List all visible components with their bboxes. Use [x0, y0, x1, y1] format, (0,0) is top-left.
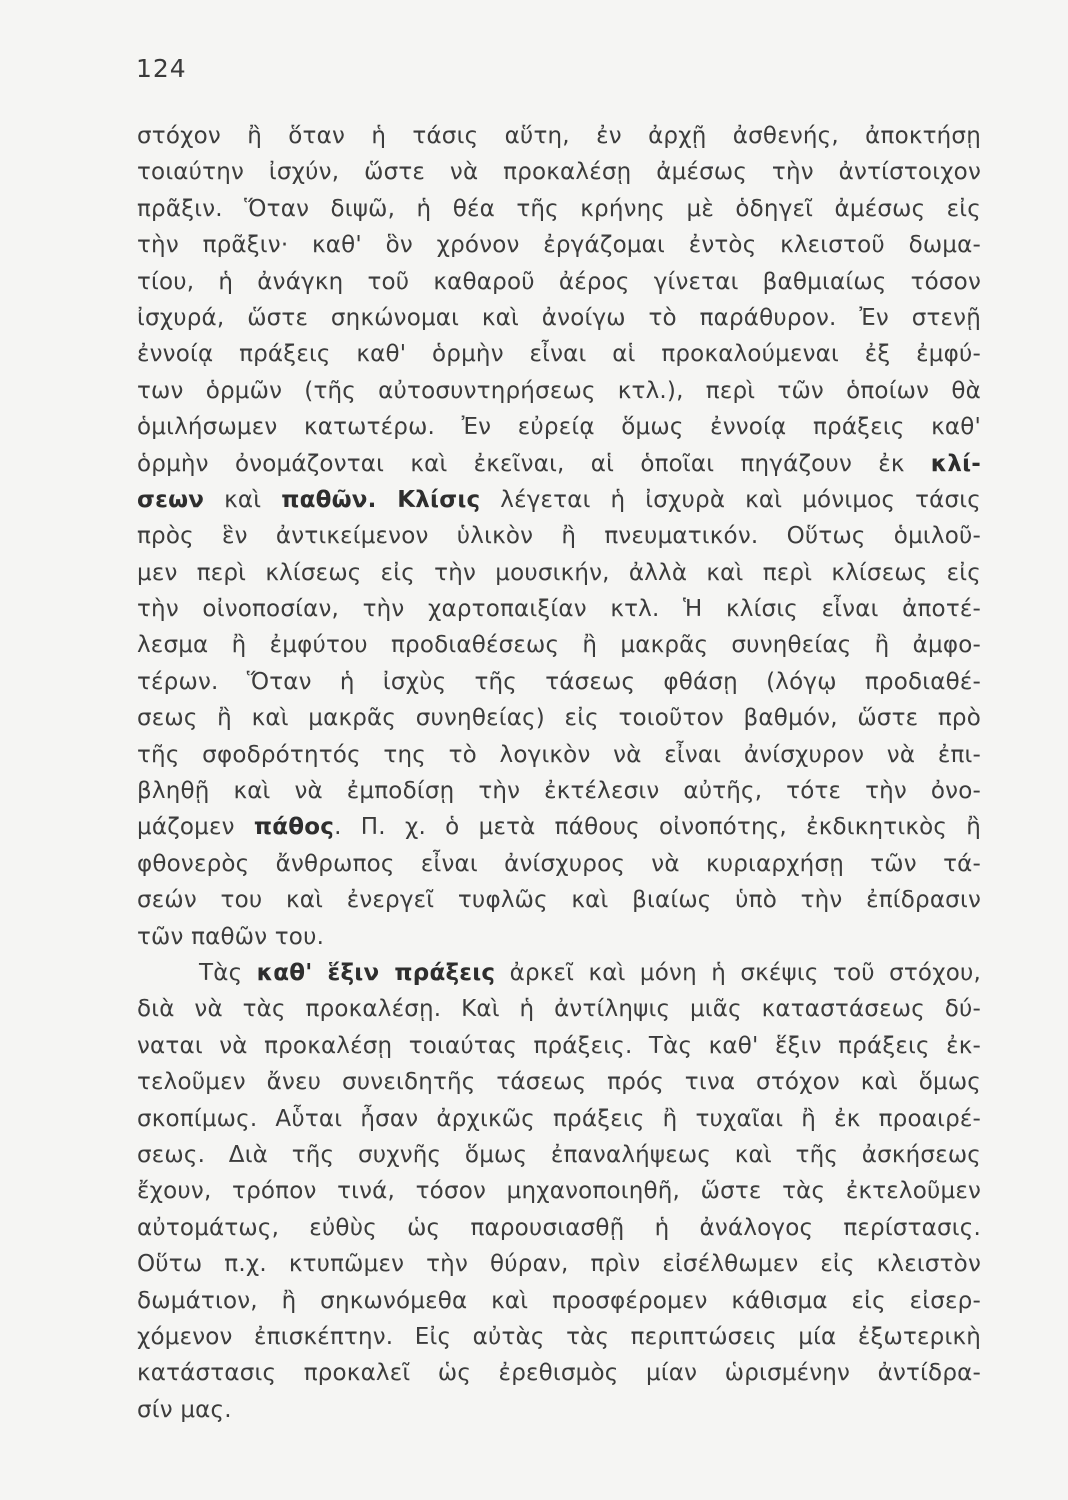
text-run: τελοῦμεν ἄνευ συνειδητῆς τάσεως πρός τινα στόχον καὶ ὅμως: [137, 1069, 981, 1096]
text-run: ἔχουν, τρόπον τινά, τόσον μηχανοποιηθῆ, ὥστε τὰς ἐκτελοῦμεν: [137, 1178, 981, 1205]
text-line: [137, 409, 981, 445]
text-run: σεών του καὶ ἐνεργεῖ τυφλῶς καὶ βιαίως ὑπὸ τὴν ἐπίδρασιν: [137, 887, 981, 914]
text-run: καὶ: [204, 486, 282, 513]
text-line: [137, 664, 981, 700]
text-line: [137, 773, 981, 809]
text-run: στόχον ἢ ὅταν ἡ τάσις αὕτη, ἐν ἀρχῇ ἀσθενής, ἀποκτήσῃ: [137, 123, 981, 149]
text-line: [137, 700, 981, 736]
text-line: [137, 1137, 981, 1173]
text-line: [137, 154, 981, 190]
text-run: κατάστασις προκαλεῖ ὡς ἐρεθισμὸς μίαν ὡρισμένην ἀντίδρα-: [137, 1360, 981, 1387]
text-line: [137, 336, 981, 372]
text-line: [137, 1101, 981, 1137]
text-run: ὁμιλήσωμεν κατωτέρω. Ἐν εὐρείᾳ ὅμως ἐννοίᾳ πράξεις καθ': [137, 414, 981, 441]
text-run: ἀρκεῖ καὶ μόνη ἡ σκέψις τοῦ στόχου,: [495, 959, 981, 986]
text-line: [137, 1392, 981, 1428]
text-run: βληθῇ καὶ νὰ ἐμποδίσῃ τὴν ἐκτέλεσιν αὐτῆς, τότε τὴν ὀνο-: [137, 778, 981, 805]
text-run: χόμενον ἐπισκέπτην. Εἰς αὐτὰς τὰς περιπτώσεις μία ἐξωτερικὴ: [137, 1323, 981, 1350]
text-line: [137, 1173, 981, 1209]
text-run: των ὁρμῶν (τῆς αὐτοσυντηρήσεως κτλ.), περὶ τῶν ὁποίων θὰ: [137, 377, 981, 404]
text-line: [137, 555, 981, 591]
text-line: [137, 809, 981, 845]
text-line: [137, 518, 981, 554]
text-line: [137, 227, 981, 263]
text-line: [137, 191, 981, 227]
text-run: σεως ἢ καὶ μακρᾶς συνηθείας) εἰς τοιοῦτον βαθμόν, ὥστε πρὸ: [137, 705, 981, 732]
text-line: [137, 846, 981, 882]
paragraph: [137, 118, 981, 955]
text-line: [137, 482, 981, 518]
text-line: [137, 1210, 981, 1246]
page-number: 124: [136, 54, 187, 83]
text-run: Οὕτω π.χ. κτυπῶμεν τὴν θύραν, πρὶν εἰσέλθωμεν εἰς κλειστὸν: [137, 1251, 981, 1278]
text-run: αὐτομάτως, εὐθὺς ὡς παρουσιασθῇ ἡ ἀνάλογος περίστασις.: [137, 1214, 981, 1241]
text-run: λεσμα ἢ ἐμφύτου προδιαθέσεως ἢ μακρᾶς συνηθείας ἢ ἀμφο-: [137, 632, 981, 659]
text-run: τοιαύτην ἰσχύν, ὥστε νὰ προκαλέσῃ ἀμέσως τὴν ἀντίστοιχον: [137, 159, 981, 186]
bold-term: κλί-: [930, 450, 981, 477]
text-run: τῶν παθῶν του.: [137, 923, 325, 950]
text-line: [137, 1246, 981, 1282]
text-line: [137, 627, 981, 663]
body-text: [137, 118, 981, 1428]
bold-term: πάθος: [253, 814, 335, 841]
text-run: τὴν πρᾶξιν· καθ' ὃν χρόνον ἐργάζομαι ἐντὸς κλειστοῦ δωμα-: [137, 232, 981, 259]
text-line: [137, 955, 981, 991]
text-run: ἐννοίᾳ πράξεις καθ' ὁρμὴν εἶναι αἱ προκαλούμεναι ἐξ ἐμφύ-: [137, 341, 981, 368]
bold-term: παθῶν. Κλίσις: [281, 486, 481, 513]
text-run: διὰ νὰ τὰς προκαλέσῃ. Καὶ ἡ ἀντίληψις μιᾶς καταστάσεως δύ-: [137, 996, 981, 1023]
text-line: [137, 1283, 981, 1319]
text-run: τέρων. Ὅταν ἡ ἰσχὺς τῆς τάσεως φθάσῃ (λόγῳ προδιαθέ-: [137, 668, 981, 695]
text-run: τίου, ἡ ἀνάγκη τοῦ καθαροῦ ἀέρος γίνεται βαθμιαίως τόσον: [137, 268, 981, 295]
text-line: [137, 1319, 981, 1355]
text-run: λέγεται ἡ ἰσχυρὰ καὶ μόνιμος τάσις: [480, 486, 981, 513]
text-line: [137, 300, 981, 336]
text-line: [137, 991, 981, 1027]
text-run: ναται νὰ προκαλέσῃ τοιαύτας πράξεις. Τὰς καθ' ἕξιν πράξεις ἐκ-: [137, 1032, 981, 1059]
text-line: [137, 1028, 981, 1064]
text-line: [137, 1064, 981, 1100]
text-run: Τὰς: [199, 959, 257, 986]
bold-term: σεων: [137, 486, 205, 513]
bold-term: καθ' ἕξιν πράξεις: [256, 959, 496, 986]
text-run: σεως. Διὰ τῆς συχνῆς ὅμως ἐπαναλήψεως καὶ τῆς ἀσκήσεως: [137, 1141, 981, 1168]
text-line: [137, 737, 981, 773]
paragraph: [137, 955, 981, 1428]
text-line: [137, 264, 981, 300]
text-run: φθονερὸς ἄνθρωπος εἶναι ἀνίσχυρος νὰ κυριαρχήσῃ τῶν τά-: [137, 850, 981, 877]
text-line: [137, 591, 981, 627]
text-run: δωμάτιον, ἢ σηκωνόμεθα καὶ προσφέρομεν κάθισμα εἰς εἰσερ-: [137, 1287, 981, 1314]
text-line: [137, 1355, 981, 1391]
text-run: ὁρμὴν ὀνομάζονται καὶ ἐκεῖναι, αἱ ὁποῖαι πηγάζουν ἐκ: [137, 450, 931, 477]
text-line: [137, 919, 981, 955]
text-line: [137, 882, 981, 918]
text-run: σκοπίμως. Αὗται ἦσαν ἀρχικῶς πράξεις ἢ τυχαῖαι ἢ ἐκ προαιρέ-: [137, 1105, 981, 1132]
text-run: τὴν οἰνοποσίαν, τὴν χαρτοπαιξίαν κτλ. Ἡ κλίσις εἶναι ἀποτέ-: [137, 596, 981, 623]
text-run: μάζομεν: [137, 814, 254, 841]
text-run: πρᾶξιν. Ὅταν διψῶ, ἡ θέα τῆς κρήνης μὲ ὁδηγεῖ ἀμέσως εἰς: [137, 195, 981, 222]
text-line: [137, 446, 981, 482]
text-line: [137, 373, 981, 409]
text-run: ἰσχυρά, ὥστε σηκώνομαι καὶ ἀνοίγω τὸ παράθυρον. Ἐν στενῇ: [137, 304, 981, 331]
text-run: πρὸς ἓν ἀντικείμενον ὑλικὸν ἢ πνευματικόν. Οὕτως ὁμιλοῦ-: [137, 523, 981, 550]
text-run: . Π. χ. ὁ μετὰ πάθους οἰνοπότης, ἐκδικητικὸς ἢ: [334, 814, 981, 841]
text-line: [137, 118, 981, 154]
text-run: μεν περὶ κλίσεως εἰς τὴν μουσικήν, ἀλλὰ καὶ περὶ κλίσεως εἰς: [137, 559, 981, 586]
text-run: τῆς σφοδρότητός της τὸ λογικὸν νὰ εἶναι ἀνίσχυρον νὰ ἐπι-: [137, 741, 981, 768]
text-run: σίν μας.: [137, 1396, 232, 1423]
